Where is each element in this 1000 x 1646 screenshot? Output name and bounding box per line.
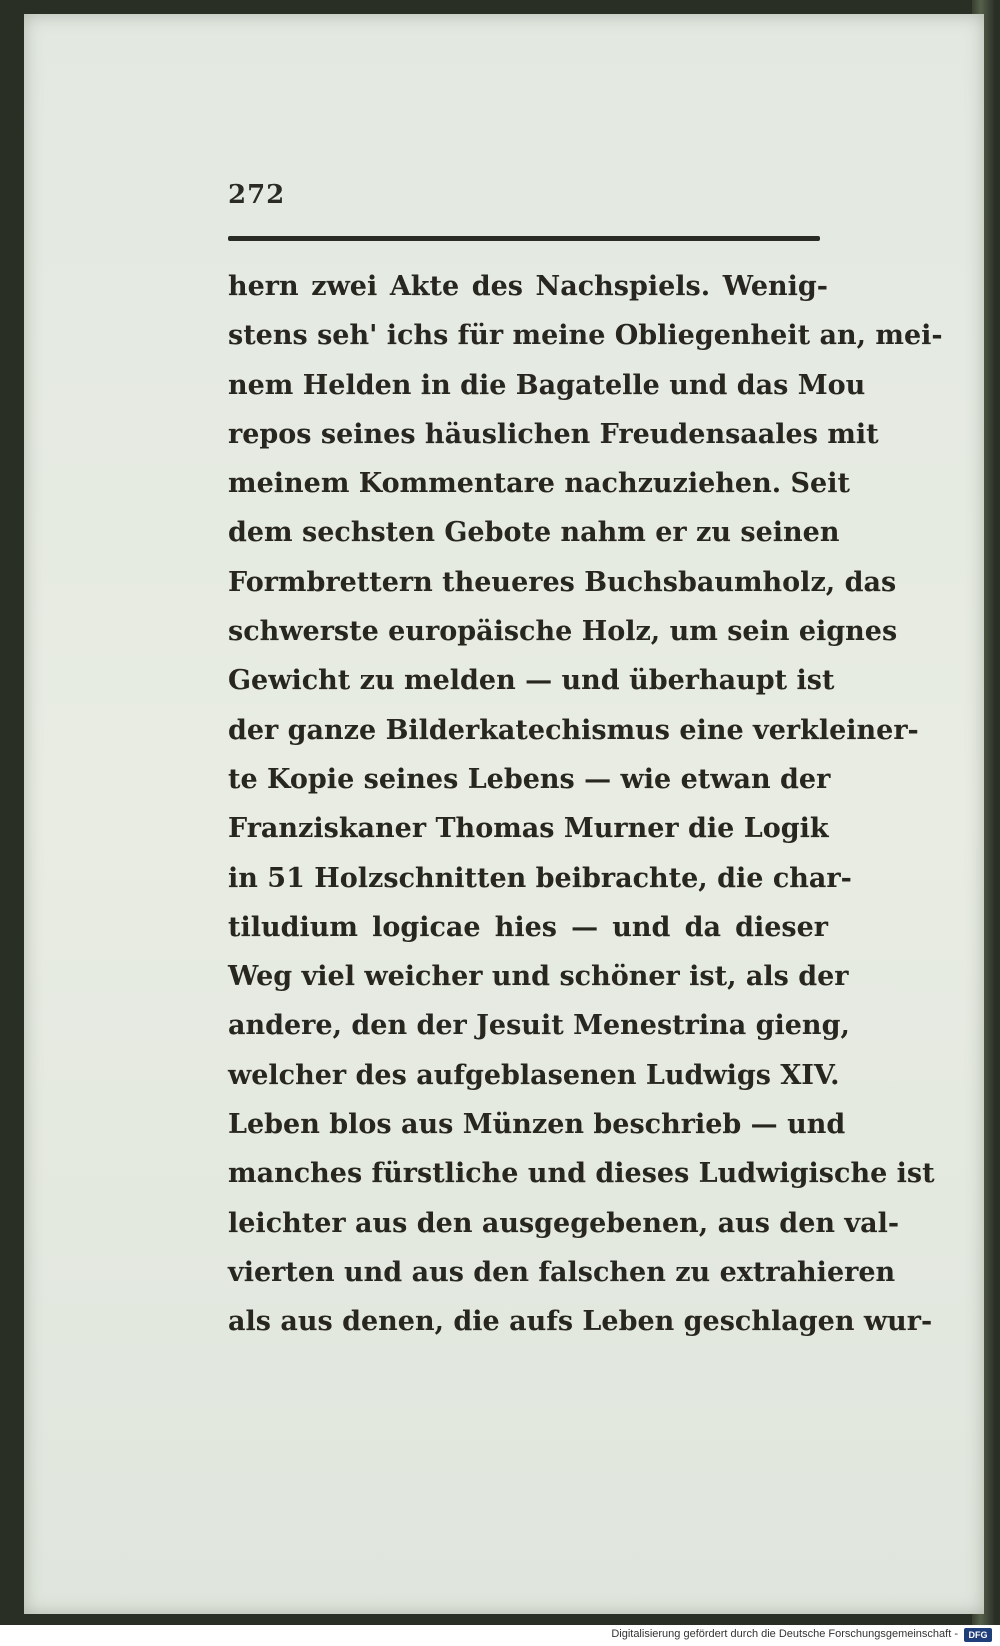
text-line: stens seh' ichs für meine Obliegenheit an, mei- bbox=[228, 320, 943, 352]
text-line: Gewicht zu melden — und überhaupt ist bbox=[228, 665, 835, 697]
digitization-footer bbox=[0, 1625, 1000, 1646]
text-line: dem sechsten Gebote nahm er zu seinen bbox=[228, 517, 840, 549]
text-line: in 51 Holzschnitten beibrachte, die char- bbox=[228, 862, 852, 894]
text-line: der ganze Bilderkatechismus eine verkleiner- bbox=[228, 714, 919, 746]
text-line: te Kopie seines Lebens — wie etwan der bbox=[228, 763, 831, 795]
text-line: schwerste europäische Holz, um sein eignes bbox=[228, 616, 898, 648]
text-line: welcher des aufgeblasenen Ludwigs XIV. bbox=[228, 1059, 840, 1091]
text-line: manches fürstliche und dieses Ludwigische ist bbox=[228, 1158, 935, 1190]
page-number: 272 bbox=[228, 180, 286, 210]
text-line: Weg viel weicher und schöner ist, als der bbox=[228, 961, 849, 993]
text-line: nem Helden in die Bagatelle und das Mou bbox=[228, 369, 866, 401]
text-line: vierten und aus den falschen zu extrahieren bbox=[228, 1256, 896, 1288]
text-line: Leben blos aus Münzen beschrieb — und bbox=[228, 1109, 846, 1141]
text-line: tiludium logicae hies — und da dieser bbox=[228, 911, 828, 943]
text-line: repos seines häuslichen Freudensaales mit bbox=[228, 418, 879, 450]
text-line: andere, den der Jesuit Menestrina gieng, bbox=[228, 1010, 850, 1042]
text-line: Formbrettern theueres Buchsbaumholz, das bbox=[228, 566, 897, 598]
funding-credit: Digitalisierung gefördert durch die Deutsche Forschungsgemeinschaft - bbox=[611, 1628, 958, 1640]
text-line: leichter aus den ausgegebenen, aus den val- bbox=[228, 1207, 900, 1239]
text-line: Franziskaner Thomas Murner die Logik bbox=[228, 813, 829, 845]
text-line: als aus denen, die aufs Leben geschlagen wur- bbox=[228, 1306, 933, 1338]
dfg-logo: DFG bbox=[964, 1628, 992, 1642]
header-rule bbox=[228, 236, 820, 241]
text-line: meinem Kommentare nachzuziehen. Seit bbox=[228, 468, 850, 500]
page-text bbox=[228, 262, 943, 1347]
text-line: hern zwei Akte des Nachspiels. Wenig- bbox=[228, 271, 828, 302]
